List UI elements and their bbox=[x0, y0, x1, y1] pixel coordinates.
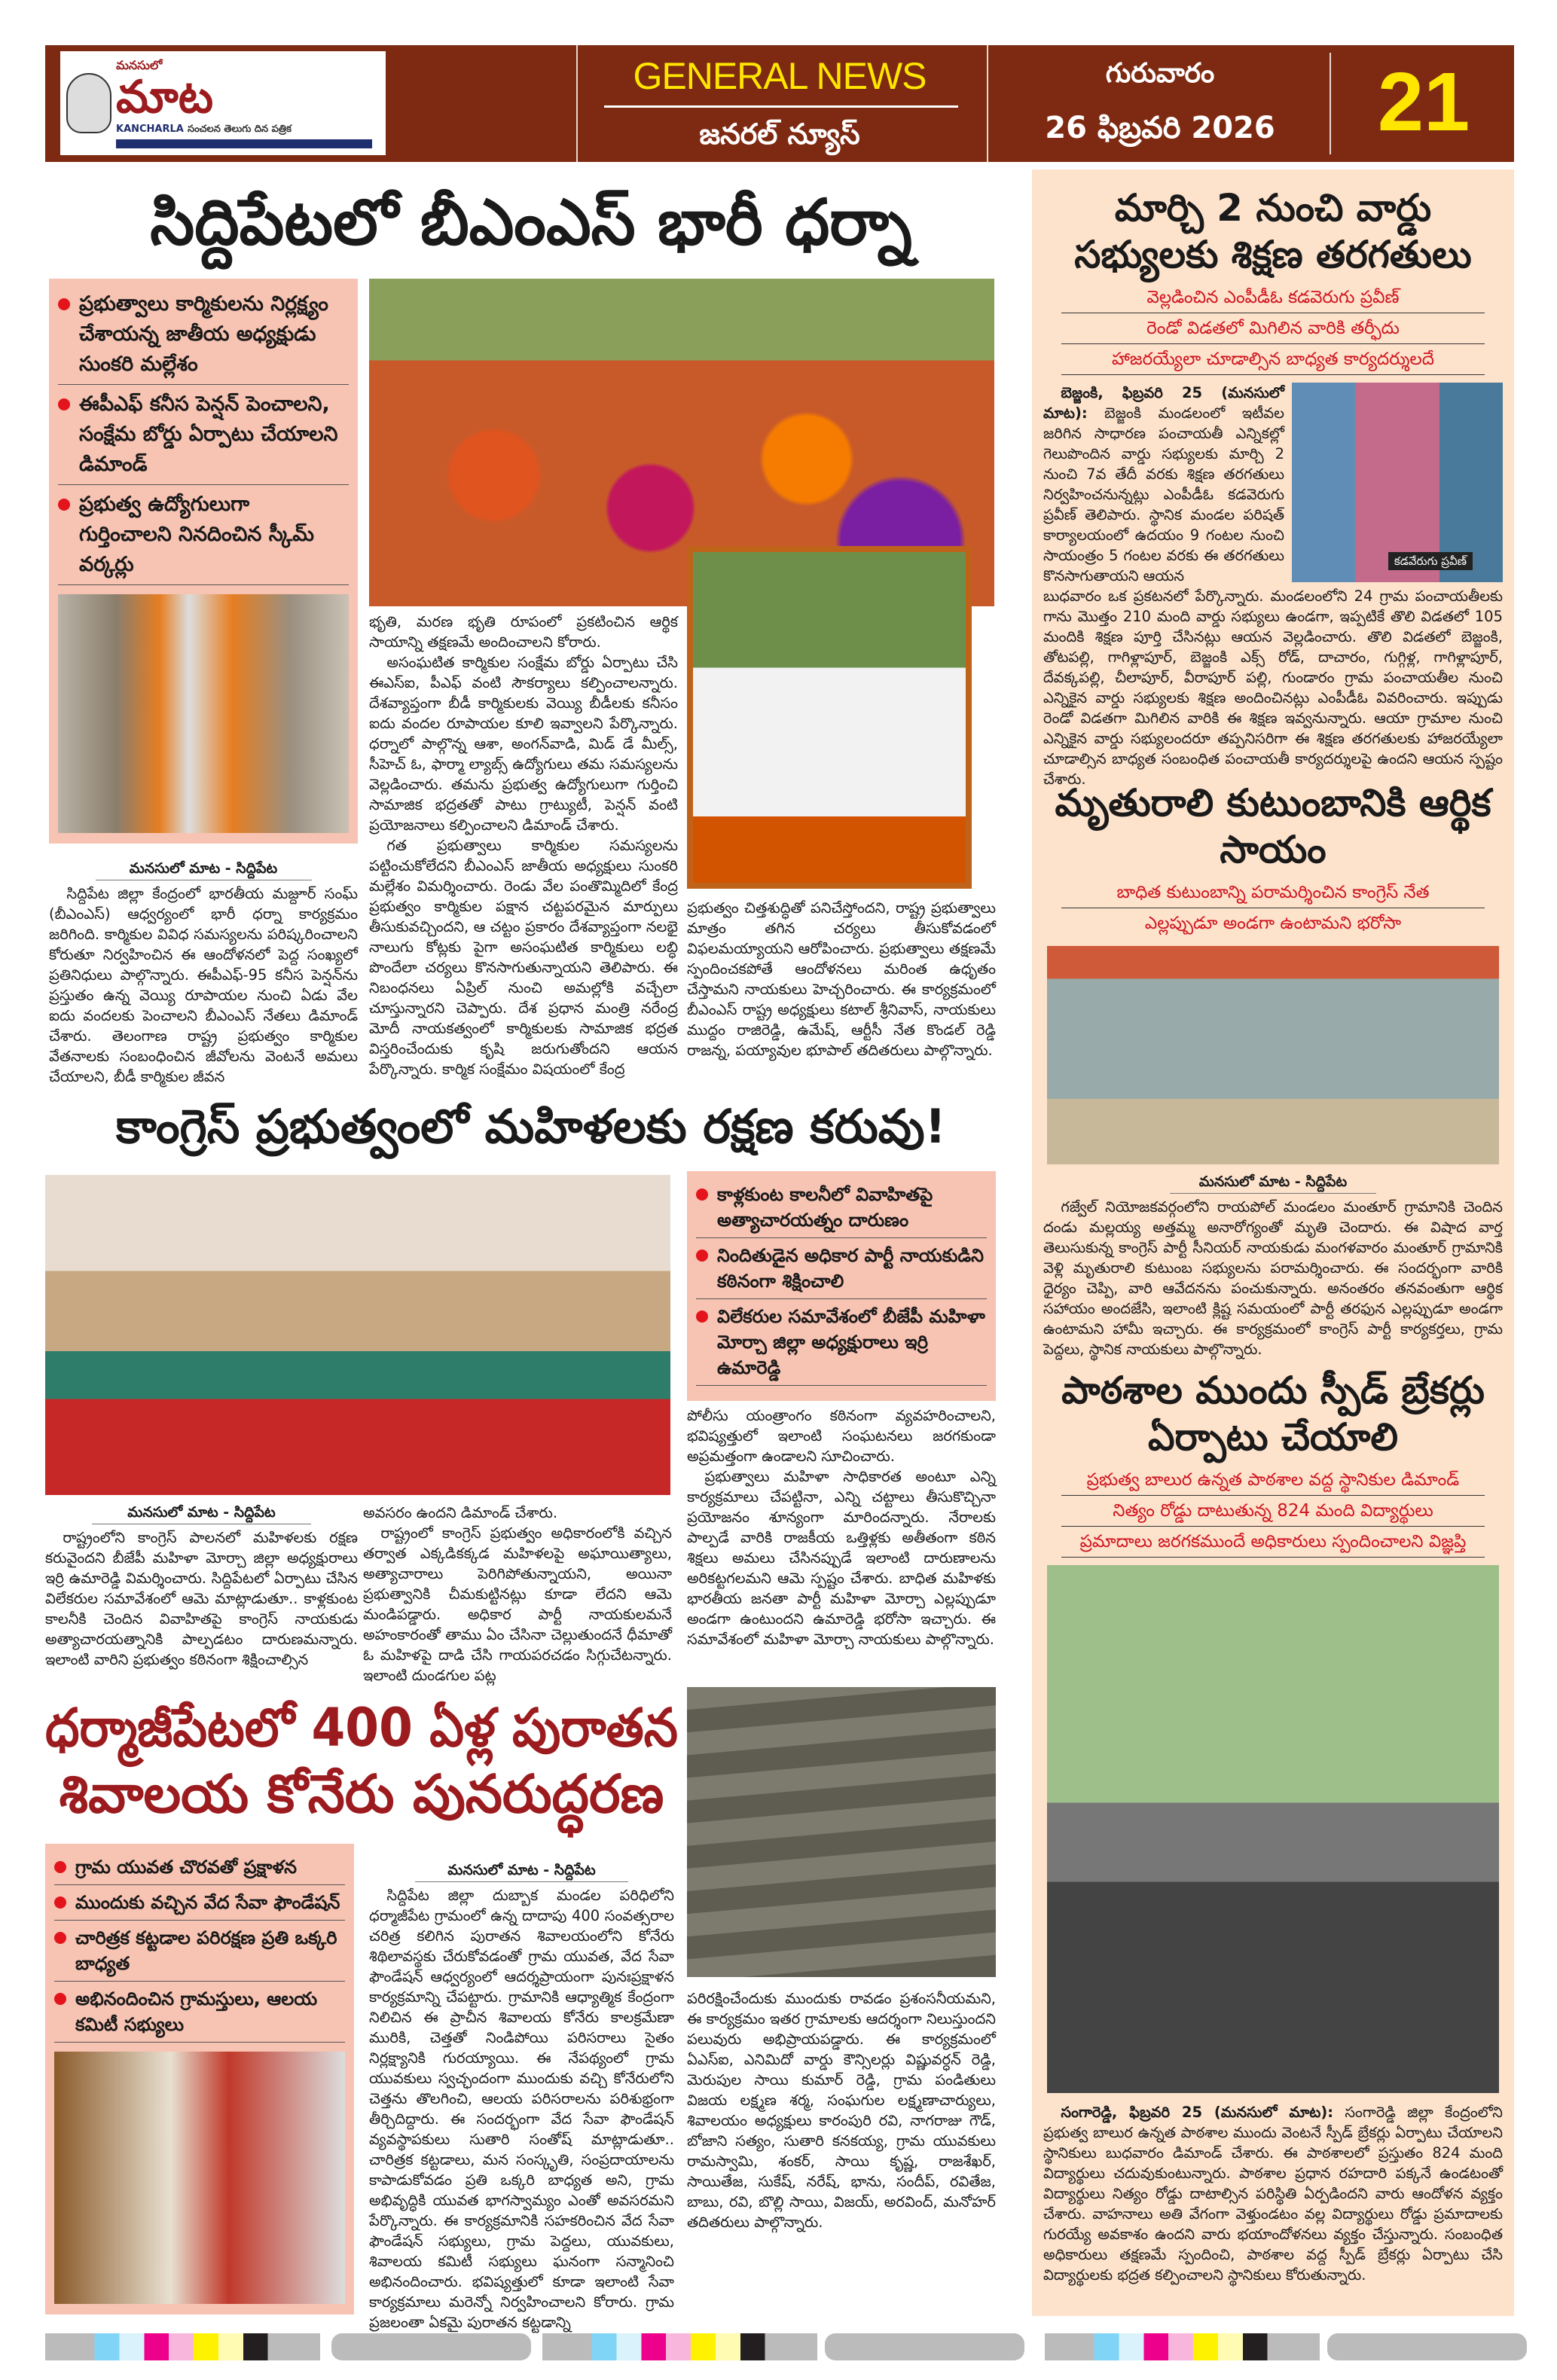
article-text: పోలీసు యంత్రాంగం కఠినంగా వ్యవహరించాలని, భవిష్యత్తులో ఇలాంటి సంఘటనలు జరగకుండా అప్రమత్తంగా ఉండాలని సూచించారు. bbox=[687, 1407, 996, 1465]
story1-col2 bbox=[369, 612, 678, 1078]
bullet-icon bbox=[54, 1932, 66, 1944]
logo-main-text: మాట bbox=[116, 71, 214, 124]
article-text: రాష్ట్రంలో కాంగ్రెస్ ప్రభుత్వం అధికారంలోకి వచ్చిన తర్వాత ఎక్కడికక్కడ మహిళలపై అఘాయిత్యాలు, అత్యాచారాలు పెరిగిపోతున్నాయని, అయినా ప్రభుత్వానికి చీమకుట్టినట్లు కూడా లేదని ఆమె మండిపడ్డారు. అధికార పార్టీ నాయకులమనే అహంకారంతో తాము ఏం చేసినా చెల్లుతుందనే ధీమాతో ఓ మహిళపై దాడి చేసి గాయపరచడం సిగ్గుచేటన్నారు. ఇలాంటి దుండగుల పట్ల bbox=[363, 1524, 672, 1684]
story3-headline[interactable]: ధర్మాజీపేటలో 400 ఏళ్ల పురాతన శివాలయ కోనేరు పునరుద్ధరణ bbox=[45, 1697, 678, 1825]
story1-headline[interactable]: సిద్దిపేటలో బీఎంఎస్ భారీ ధర్నా bbox=[150, 185, 912, 259]
story2-col3 bbox=[687, 1405, 996, 1666]
weekday: గురువారం bbox=[1105, 58, 1215, 89]
divider bbox=[1330, 53, 1331, 154]
highlight-item: చారిత్రక కట్టడాల పరిరక్షణ ప్రతి ఒక్కరి బాధ్యత bbox=[54, 1925, 345, 1982]
bullet-icon bbox=[54, 1896, 66, 1909]
sidebar-story2-headline[interactable]: మృతురాలి కుటుంబానికి ఆర్థిక సాయం bbox=[1055, 781, 1491, 871]
bullet-icon bbox=[696, 1188, 708, 1201]
article-text: పరిరక్షించేందుకు ముందుకు రావడం ప్రశంసనీయమని, ఈ కార్యక్రమం ఇతర గ్రామాలకు ఆదర్శంగా నిలుస్తుందని పలువురు అభిప్రాయపడ్డారు. ఈ కార్యక్రమంలో ఏఎస్ఐ, ఎనిమిదో వార్డు కౌన్సిలర్లు విష్ణువర్ధన్ రెడ్డి, మెరుపుల సాయి కుమార్ రెడ్డి, గ్రామ పండితులు విజయ లక్ష్మణ శర్మ, సంఘగుల లక్ష్మణాచార్యులు, శివాలయం అధ్యక్షులు కారంపురి రవి, నాగరాజు గౌడ్, బోజాని సత్యం, సుతారి కనకయ్య, గ్రామ యువకులు రామస్వామి, శంకర్, సాయి కృష్ణ, రాజశేఖర్, సాయితేజ, సుకేష్, నరేష్, భాను, సందీప్, రవితేజ, బాబు, రవి, బొల్లి సాయి, విజయ్, అరవింద్, మనోహర్ తదితరులు పాల్గొన్నారు. bbox=[687, 1990, 996, 2231]
color-swatch-strip bbox=[1045, 2333, 1320, 2360]
story1-col1 bbox=[49, 859, 358, 1085]
byline: మనసులో మాట - సిద్దిపేట bbox=[1170, 1172, 1377, 1194]
highlight-item: ప్రభుత్వ ఉద్యోగులుగా గుర్తించాలని నినదించిన స్కీమ్ వర్కర్లు bbox=[58, 490, 349, 585]
sidebar-story1-text-cont bbox=[1043, 586, 1503, 788]
temple-pond-photo bbox=[687, 1687, 996, 1977]
masthead bbox=[45, 45, 1514, 162]
byline: మనసులో మాట - సిద్దిపేట bbox=[96, 859, 312, 880]
story2-right-column bbox=[687, 1171, 996, 1666]
subheading: బాధిత కుటుంబాన్ని పరామర్శించిన కాంగ్రెస్ నేత bbox=[1061, 877, 1484, 908]
subheading: నిత్యం రోడ్డు దాటుతున్న 824 మంది విద్యార్థులు bbox=[1061, 1496, 1484, 1527]
dateline: బెజ్జంకి, ఫిబ్రవరి 25 (మనసులో మాట): bbox=[1043, 384, 1284, 422]
section-title-en: GENERAL NEWS bbox=[633, 55, 927, 97]
subheading: వెల్లడించిన ఎంపీడీఓ కడవెరుగు ప్రవీణ్ bbox=[1061, 282, 1484, 313]
subheading: హాజరయ్యేలా చూడాల్సిన బాధ్యత కార్యదర్శులదే bbox=[1061, 344, 1484, 375]
newspaper-logo[interactable] bbox=[60, 51, 386, 155]
gray-bar bbox=[825, 2333, 1024, 2360]
color-swatch-strip bbox=[45, 2333, 320, 2360]
article-text: గజ్వేల్ నియోజకవర్గంలోని రాయపోల్ మండలం మంతూర్ గ్రామానికి చెందిన దండు మల్లయ్య అత్తమ్మ అనారోగ్యంతో మృతి చెందారు. ఈ విషాద వార్త తెలుసుకున్న కాంగ్రెస్ పార్టీ సీనియర్ నాయకుడు మంగళవారం మంతూర్ గ్రామానికి వెళ్లి మృతురాలి కుటుంబ సభ్యులను పరామర్శించారు. ఈ సందర్భంగా వారికి ధైర్యం చెప్పి, వారి ఆవేదనను పంచుకున్నారు. అనంతరం తనవంతుగా ఆర్థిక సహాయం అందజేసి, ఇలాంటి క్లిష్ట సమయంలో పార్టీ తరఫున ఎల్లప్పుడూ అండగా ఉంటామని హామీ ఇచ్చారు. ఈ కార్యక్రమంలో కాంగ్రెస్ పార్టీ కార్యకర్తలు, గ్రామ పెద్దలు, స్థానిక నాయకులు పాల్గొన్నారు. bbox=[1043, 1198, 1503, 1358]
divider bbox=[987, 45, 988, 162]
mpdo-photo bbox=[1292, 383, 1503, 582]
highlight-item: ప్రభుత్వాలు కార్మికులను నిర్లక్ష్యం చేశాయన్న జాతీయ అధ్యక్షుడు సుంకరి మల్లేశం bbox=[58, 289, 349, 385]
story2-headline[interactable]: కాంగ్రెస్ ప్రభుత్వంలో మహిళలకు రక్షణ కరువు! bbox=[116, 1099, 946, 1154]
logo-underline bbox=[116, 139, 372, 148]
article-text: గత ప్రభుత్వాలు కార్మికుల సమస్యలను పట్టించుకోలేదని బీఎంఎస్ జాతీయ అధ్యక్షులు సుంకరి మల్లేశం విమర్శించారు. రెండు వేల పంతొమ్మిదిలో కేంద్ర ప్రభుత్వం కార్మికుల పక్షాన చట్టపరమైన మార్పులు తీసుకువచ్చిందని, ఆ చట్టం ప్రకారం దేశవ్యాప్తంగా నలభై నాలుగు కోట్లకు పైగా అసంఘటిత కార్మికులు లబ్ధి పొందేలా చర్యలు కొనసాగుతున్నాయని తెలిపారు. ఈ నిబంధనలు ఏప్రిల్ నుంచి అమల్లోకి వచ్చేలా చూస్తున్నారని చెప్పారు. దేశ ప్రధాన మంత్రి నరేంద్ర మోదీ నాయకత్వంలో కార్మికులకు సామాజిక భద్రత విస్తరించేందుకు కృషి జరుగుతోందని ఆయన పేర్కొన్నారు. కార్మిక సంక్షేమం విషయంలో కేంద్ర bbox=[369, 837, 678, 1078]
story3-highlights bbox=[45, 1844, 354, 2314]
gray-bar bbox=[1327, 2333, 1527, 2360]
subheading: ఎల్లప్పుడూ అండగా ఉంటామని భరోసా bbox=[1144, 914, 1402, 933]
sidebar-story1-text: బెజ్జంకి, ఫిబ్రవరి 25 (మనసులో మాట): బెజ్జంకి మండలంలో ఇటీవల జరిగిన సాధారణ పంచాయతీ ఎన్నికల్లో గెలుపొందిన వార్డు సభ్యులకు మార్చి 2 నుంచి 7వ తేదీ వరకు శిక్షణ తరగతులు నిర్వహించనున్నట్లు ఎంపీడీఓ కడవెరుగు ప్రవీణ్ తెలిపారు. స్థానిక మండల పరిషత్ కార్యాలయంలో ఉదయం 9 గంటల నుంచి సాయంత్రం 5 గంటల వరకు ఈ తరగతులు కొనసాగుతాయని ఆయన bbox=[1043, 384, 1284, 584]
bullet-icon bbox=[54, 1861, 66, 1873]
bullet-icon bbox=[58, 398, 70, 410]
article-text: భృతి, మరణ భృతి రూపంలో ప్రకటించిన ఆర్థిక సాయాన్ని తక్షణమే అందించాలని కోరారు. bbox=[369, 613, 678, 651]
photo-caption: కడవేరుగు ప్రవీణ్ bbox=[1388, 552, 1473, 570]
section-title-te: జనరల్ న్యూస్ bbox=[699, 117, 860, 151]
story1-col3 bbox=[687, 898, 996, 1071]
story2-col1 bbox=[45, 1503, 358, 1670]
bms-leaders-photo bbox=[58, 594, 349, 833]
highlight-item: విలేకరుల సమావేశంలో బీజేపీ మహిళా మోర్చా జిల్లా అధ్యక్షురాలు ఇర్రి ఉమారెడ్డి bbox=[696, 1304, 987, 1386]
bullet-icon bbox=[58, 298, 70, 310]
family-visit-photo bbox=[1047, 946, 1499, 1164]
bjp-women-photo bbox=[45, 1175, 670, 1495]
byline: మనసులో మాట - సిద్దిపేట bbox=[415, 1860, 629, 1882]
sidebar-story3-headline[interactable]: పాఠశాల ముందు స్పీడ్ బ్రేకర్లు ఏర్పాటు చేయాలి bbox=[1061, 1368, 1485, 1459]
article-text: అవసరం ఉందని డిమాండ్ చేశారు. bbox=[363, 1504, 558, 1521]
highlight-item: అభినందించిన గ్రామస్తులు, ఆలయ కమిటీ సభ్యులు bbox=[54, 1986, 345, 2043]
speaker-photo bbox=[687, 546, 972, 889]
portrait-logo-icon bbox=[66, 73, 111, 133]
bullet-icon bbox=[696, 1250, 708, 1262]
subheading: ప్రమాదాలు జరగకముందే అధికారులు స్పందించాలని విజ్ఞప్తి bbox=[1061, 1527, 1484, 1558]
highlight-item: కాళ్లకుంట కాలనీలో వివాహితపై అత్యాచారయత్నం దారుణం bbox=[696, 1182, 987, 1238]
logo-tagline: సంచలన తెలుగు దిన పత్రిక bbox=[187, 124, 292, 135]
dateline: సంగారెడ్డి, ఫిబ్రవరి 25 (మనసులో మాట): bbox=[1061, 2104, 1334, 2121]
highlight-item: గ్రామ యువత చొరవతో ప్రక్షాళన bbox=[54, 1854, 345, 1885]
sidebar-story3-text: సంగారెడ్డి, ఫిబ్రవరి 25 (మనసులో మాట): సంగారెడ్డి జిల్లా కేంద్రంలోని ప్రభుత్వ బాలుర ఉన్నత పాఠశాల ముందు వెంటనే స్పీడ్ బ్రేకర్లు ఏర్పాటు చేయాలని స్థానికులు బుధవారం డిమాండ్ చేశారు. ఈ పాఠశాలలో ప్రస్తుతం 824 మంది విద్యార్థులు చదువుకుంటున్నారు. పాఠశాల ప్రధాన రహదారి పక్కనే ఉండటంతో విద్యార్థులు నిత్యం రోడ్డు దాటాల్సిన పరిస్థితి ఏర్పడిందని వారు ఆందోళన వ్యక్తం చేశారు. వాహనాలు అతి వేగంగా వెళ్తుండటం వల్ల విద్యార్థులు రోడ్డు ప్రమాదాలకు గురయ్యే అవకాశం ఉందని వారు భయాందోళనలు వ్యక్తం చేస్తున్నారు. సంబంధిత అధికారులు తక్షణమే స్పందించి, పాఠశాల వద్ద స్పీడ్ బ్రేకర్లు ఏర్పాటు చేసి విద్యార్థులకు భద్రత కల్పించాలని స్థానికులు కోరుతున్నారు. bbox=[1043, 2104, 1503, 2284]
issue-date: 26 ఫిబ్రవరి 2026 bbox=[1045, 111, 1275, 145]
logo-top-text: మనసులో bbox=[116, 58, 163, 72]
article-text: ప్రభుత్వం చిత్తశుద్ధితో పనిచేస్తోందని, రాష్ట్ర ప్రభుత్వాలు మాత్రం తగిన చర్యలు తీసుకోవడంలో విఫలమయ్యాయని ఆరోపించారు. ప్రభుత్వాలు తక్షణమే స్పందించకపోతే ఆందోళనలు మరింత ఉధృతం చేస్తామని నాయకులు హెచ్చరించారు. ఈ కార్యక్రమంలో బీఎంఎస్ రాష్ట్ర అధ్యక్షులు కటాల్ శ్రీనివాస్, నాయకులు ముద్దం రాజిరెడ్డి, ఉమేష్, ఆర్టీసీ నేత కొండల్ రెడ్డి రాజన్న, పయ్యావుల భూపాల్ తదితరులు పాల్గొన్నారు. bbox=[687, 899, 996, 1059]
article-text: రాష్ట్రంలోని కాంగ్రెస్ పాలనలో మహిళలకు రక్షణ కరువైందని బీజేపీ మహిళా మోర్చా జిల్లా అధ్యక్షురాలు ఇర్రి ఉమారెడ్డి విమర్శించారు. సిద్దిపేటలో ఏర్పాటు చేసిన విలేకరుల సమావేశంలో ఆమె మాట్లాడుతూ.. కాళ్లకుంట కాలనీకి చెందిన వివాహితపై కాంగ్రెస్ నాయకుడు అత్యాచారయత్నానికి పాల్పడటం దారుణమన్నారు. ఇలాంటి వారిని ప్రభుత్వం కఠినంగా శిక్షించాల్సిన bbox=[45, 1529, 358, 1668]
article-text: అసంఘటిత కార్మికుల సంక్షేమ బోర్డు ఏర్పాటు చేసి ఈఎస్ఐ, పీఎఫ్ వంటి సౌకర్యాలు కల్పించాలన్నారు. దేశవ్యాప్తంగా బీడీ కార్మికులకు వెయ్యి బీడీలకు కనీసం ఐదు వందల రూపాయల కూలి ఇవ్వాలని పేర్కొన్నారు. ధర్నాలో పాల్గొన్న ఆశా, అంగన్‌వాడి, మిడ్ డే మీల్స్, సీహెచ్ ఓ, ఫార్మా ల్యాబ్స్ ఉద్యోగులు తమ సమస్యలను వెల్లడించారు. తమను ప్రభుత్వ ఉద్యోగులుగా గుర్తించి సామాజిక భద్రతతో పాటు గ్రాట్యుటీ, పెన్షన్ వంటి ప్రయోజనాలు కల్పించాలని డిమాండ్ చేశారు. bbox=[369, 654, 678, 834]
gray-bar bbox=[331, 2333, 531, 2360]
bullet-icon bbox=[696, 1311, 708, 1323]
sidebar-story1-headline[interactable]: మార్చి 2 నుంచి వార్డు సభ్యులకు శిక్షణ తరగతులు bbox=[1074, 186, 1472, 276]
story1-highlights bbox=[49, 279, 358, 844]
story2-col2 bbox=[363, 1503, 672, 1684]
article-text: సిద్దిపేట జిల్లా దుబ్బాక మండల పరిధిలోని ధర్మాజీపేట గ్రామంలో ఉన్న దాదాపు 400 సంవత్సరాల చరిత్ర కలిగిన పురాతన శివాలయంలోని కోనేరు శిథిలావస్థకు చేరుకోవడంతో గ్రామ యువత, వేద సేవా ఫౌండేషన్ ఆధ్వర్యంలో ఆదర్శప్రాయంగా పునఃప్రక్షాళన కార్యక్రమాన్ని చేపట్టారు. గ్రామానికి ఆధ్యాత్మిక కేంద్రంగా నిలిచిన ఈ ప్రాచీన శివాలయ కోనేరు కాలక్రమేణా మురికి, చెత్తతో నిండిపోయి పరిసరాలు సైతం నిర్లక్ష్యానికి గురయ్యాయి. ఈ నేపథ్యంలో గ్రామ యువకులు స్వచ్ఛందంగా ముందుకు వచ్చి కోనేరులోని చెత్తను తొలగించి, ఆలయ పరిసరాలను పరిశుభ్రంగా తీర్చిదిద్దారు. ఈ సందర్భంగా వేద సేవా ఫౌండేషన్ వ్యవస్థాపకులు సుతారి సంతోష్ మాట్లాడుతూ.. చారిత్రక కట్టడాలు, మన సంస్కృతి, సంప్రదాయాలను కాపాడుకోవడం ప్రతి ఒక్కరి బాధ్యత అని, గ్రామ అభివృద్ధికి యువత భాగస్వామ్యం ఎంతో అవసరమని పేర్కొన్నారు. ఈ కార్యక్రమానికి సహకరించిన వేద సేవా ఫౌండేషన్ సభ్యులు, గ్రామ పెద్దలు, యువకులు, శివాలయ కమిటీ సభ్యులు ఘనంగా సన్మానించి అభినందించారు. భవిష్యత్తులో కూడా ఇలాంటి సేవా కార్యక్రమాలు మరెన్నో నిర్వహించాలని కోరారు. గ్రామ ప్రజలంతా ఏకమై పురాతన కట్టడాన్ని bbox=[369, 1887, 674, 2331]
highlight-item: ముందుకు వచ్చిన వేద సేవా ఫౌండేషన్ bbox=[54, 1890, 345, 1921]
story2-highlights bbox=[687, 1171, 996, 1401]
story3-col2 bbox=[369, 1860, 674, 2331]
story3-col3 bbox=[687, 1988, 996, 2314]
byline: మనసులో మాట - సిద్దిపేట bbox=[92, 1503, 311, 1524]
subheading: రెండో విడతలో మిగిలిన వారికి తర్ఫీదు bbox=[1061, 313, 1484, 344]
highlight-item: ఈపీఎఫ్ కనీస పెన్షన్ పెంచాలని, సంక్షేమ బోర్డు ఏర్పాటు చేయాలని డిమాండ్ bbox=[58, 389, 349, 485]
highlight-item: నిందితుడైన అధికార పార్టీ నాయకుడిని కఠినంగా శిక్షించాలి bbox=[696, 1243, 987, 1299]
sidebar bbox=[1032, 169, 1514, 2316]
bullet-icon bbox=[54, 1993, 66, 2005]
logo-brand: KANCHARLA bbox=[116, 124, 184, 135]
school-road-photo bbox=[1047, 1565, 1499, 2093]
subheading: ప్రభుత్వ బాలుర ఉన్నత పాఠశాల వద్ద స్థానికుల డిమాండ్ bbox=[1061, 1465, 1484, 1496]
article-text: బుధవారం ఒక ప్రకటనలో పేర్కొన్నారు. మండలంలోని 24 గ్రామ పంచాయతీలకు గాను మొత్తం 210 మంది వార్డు సభ్యులు ఉండగా, ఇప్పటికే తొలి విడతలో 105 మందికి శిక్షణ పూర్తి చేసినట్లు ఆయన వెల్లడించారు. తొలి విడతలో బెజ్జంకి, తోటపల్లి, గాగిళ్లాపూర్, బెజ్జంకి ఎక్స్ రోడ్, దాచారం, గుగ్గిళ్ల, గాగిళ్లాపూర్, దేవక్కపల్లి, చీలాపూర్, వీరాపూర్ పల్లి, గుండారం గ్రామ పంచాయతీల నుంచి ఎన్నికైన వార్డు సభ్యులకు శిక్షణ అందించినట్లు ఎంపీడీఓ వివరించారు. ఇప్పుడు రెండో విడతగా మిగిలిన వారికి ఈ శిక్షణ ఇవ్వనున్నారు. ఆయా గ్రామాల నుంచి ఎన్నికైన వార్డు సభ్యులందరూ తప్పనిసరిగా ఈ శిక్షణ తరగతులకు హాజరయ్యేలా చూడాల్సిన బాధ్యత సంబంధిత పంచాయతీ కార్యదర్శులపై ఉందని ఆయన స్పష్టం చేశారు. bbox=[1043, 587, 1503, 788]
bullet-icon bbox=[58, 499, 70, 511]
print-color-bar bbox=[0, 2333, 1557, 2362]
felicitation-photo bbox=[54, 2052, 345, 2304]
article-text: సిద్దిపేట జిల్లా కేంద్రంలో భారతీయ మజ్దూర్ సంఘ్ (బీఎంఎస్) ఆధ్వర్యంలో భారీ ధర్నా కార్యక్రమం జరిగింది. కార్మికుల వివిధ సమస్యలను పరిష్కరించాలని కోరుతూ నిర్వహించిన ఈ ఆందోళనలో పెద్ద సంఖ్యలో ప్రతినిధులు పాల్గొన్నారు. ఈపీఎఫ్-95 కనీస పెన్షన్‌ను ప్రస్తుతం ఉన్న వెయ్యి రూపాయల నుంచి ఏడు వేల ఐదు వందలకు పెంచాలని బీఎంఎస్ నేతలు డిమాండ్ చేశారు. తెలంగాణ రాష్ట్ర ప్రభుత్వం కార్మికుల వేతనాలకు సంబంధించిన జీవోలను వెంటనే అమలు చేయాలని, బీడీ కార్మికుల జీవన bbox=[49, 885, 358, 1085]
article-text: ప్రభుత్వాలు మహిళా సాధికారత అంటూ ఎన్ని కార్యక్రమాలు చేపట్టినా, ఎన్ని చట్టాలు తీసుకొచ్చినా ప్రయోజనం శూన్యంగా మారిందన్నారు. నేరాలకు పాల్పడే వారికి రాజకీయ ఒత్తిళ్లకు అతీతంగా కఠిన శిక్షలు అమలు చేసినప్పుడే ఇలాంటి దారుణాలను అరికట్టగలమని ఆమె స్పష్టం చేశారు. బాధిత మహిళకు భారతీయ జనతా పార్టీ మహిళా మోర్చా ఎల్లప్పుడూ అండగా ఉంటుందని ఉమారెడ్డి భరోసా ఇచ్చారు. ఈ సమావేశంలో మహిళా మోర్చా నాయకులు పాల్గొన్నారు. bbox=[687, 1468, 996, 1648]
sidebar-story2-text bbox=[1043, 1172, 1503, 1359]
page-number: 21 bbox=[1377, 56, 1470, 148]
color-swatch-strip bbox=[542, 2333, 817, 2360]
divider bbox=[604, 105, 958, 108]
